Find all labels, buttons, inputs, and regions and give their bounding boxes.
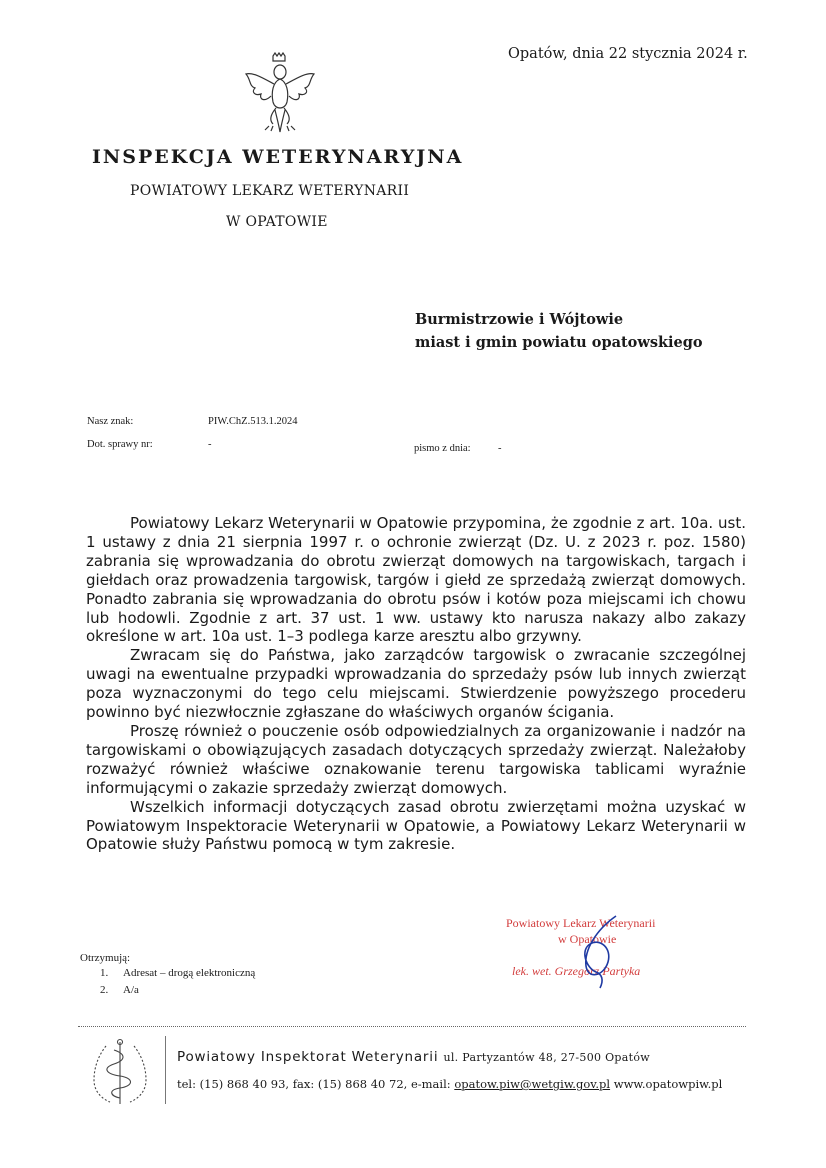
polish-eagle-emblem <box>243 52 317 134</box>
distribution-item-number: 2. <box>100 984 109 996</box>
distribution-item-number: 1. <box>100 967 109 979</box>
recipient-line-1: Burmistrzowie i Wójtowie <box>415 311 624 328</box>
letter-date: Opatów, dnia 22 stycznia 2024 r. <box>508 46 748 62</box>
distribution-item-text: A/a <box>123 984 139 996</box>
footer-contact <box>177 1077 722 1091</box>
footer-phone-fax: tel: (15) 868 40 93, fax: (15) 868 40 72, e-mail: <box>177 1077 451 1091</box>
footer-name: Powiatowy Inspektorat Weterynarii <box>177 1049 439 1065</box>
stamp-title: Powiatowy Lekarz Weterynarii <box>506 916 656 930</box>
body-paragraph-2: Zwracam się do Państwa, jako zarządców targowisk o zwracanie szczególnej uwagi na ewentualne przypadki wprowadzania do sprzedaży psów lub innych zwierząt poza wyznaczonymi do tego celu miejscami. Stwierdzenie powyższego procederu powinno być niezwłocznie zgłaszane do właściwych organów ścigania. <box>86 646 746 722</box>
our-ref-label: Nasz znak: <box>87 416 134 427</box>
office-location: W OPATOWIE <box>226 214 328 230</box>
case-no-value: - <box>208 439 212 450</box>
distribution-item-text: Adresat – drogą elektroniczną <box>123 967 256 979</box>
veterinary-caduceus-logo <box>80 1036 160 1108</box>
our-ref-value: PIW.ChZ.513.1.2024 <box>208 416 298 427</box>
distribution-item <box>100 984 139 996</box>
stamp-location: w Opatowie <box>558 932 617 946</box>
footer-email-link[interactable]: opatow.piw@wetgiw.gov.pl <box>454 1077 611 1091</box>
stamp-name: lek. wet. Grzegorz Partyka <box>512 964 641 978</box>
footer-divider <box>78 1026 746 1027</box>
letter-date-value: - <box>498 443 502 454</box>
footer-separator <box>165 1036 166 1104</box>
institution-title: INSPEKCJA WETERYNARYJNA <box>92 146 464 168</box>
footer-institution <box>177 1049 650 1065</box>
recipient-line-2: miast i gmin powiatu opatowskiego <box>415 334 703 351</box>
office-title: POWIATOWY LEKARZ WETERYNARII <box>130 183 410 199</box>
distribution-item <box>100 967 255 979</box>
footer-address: ul. Partyzantów 48, 27-500 Opatów <box>443 1051 650 1064</box>
letter-body <box>86 514 746 854</box>
body-paragraph-3: Proszę również o pouczenie osób odpowiedzialnych za organizowanie i nadzór na targowiskami o obowiązujących zasadach dotyczących sprzedaży zwierząt. Należałoby rozważyć również właściwe oznakowanie terenu targowiska tablicami wyraźnie informującymi o zakazie sprzedaży zwierząt domowych. <box>86 721 746 797</box>
body-paragraph-4: Wszelkich informacji dotyczących zasad obrotu zwierzętami można uzyskać w Powiatowym Inspektoracie Weterynarii w Opatowie, a Powiatowy Lekarz Weterynarii w Opatowie służy Państwu pomocą w tym zakresie. <box>86 797 746 854</box>
body-paragraph-1: Powiatowy Lekarz Weterynarii w Opatowie przypomina, że zgodnie z art. 10a. ust. 1 ustawy z dnia 21 sierpnia 1997 r. o ochronie zwierząt (Dz. U. z 2023 r. poz. 1580) zabrania się wprowadzania do obrotu zwierząt domowych na targowiskach, targach i giełdach oraz prowadzenia targowisk, targów i giełd ze sprzedażą zwierząt domowych. Ponadto zabrania się wprowadzania do obrotu psów i kotów poza miejscami ich chowu lub hodowli. Zgodnie z art. 37 ust. 1 ww. ustawy kto narusza nakazy albo zakazy określone w art. 10a ust. 1–3 podlega karze aresztu albo grzywny. <box>86 514 746 646</box>
distribution-label: Otrzymują: <box>80 952 131 964</box>
signature <box>556 910 636 990</box>
footer-website-link[interactable]: www.opatowpiw.pl <box>613 1077 723 1091</box>
case-no-label: Dot. sprawy nr: <box>87 439 153 450</box>
letter-date-label: pismo z dnia: <box>414 443 471 454</box>
